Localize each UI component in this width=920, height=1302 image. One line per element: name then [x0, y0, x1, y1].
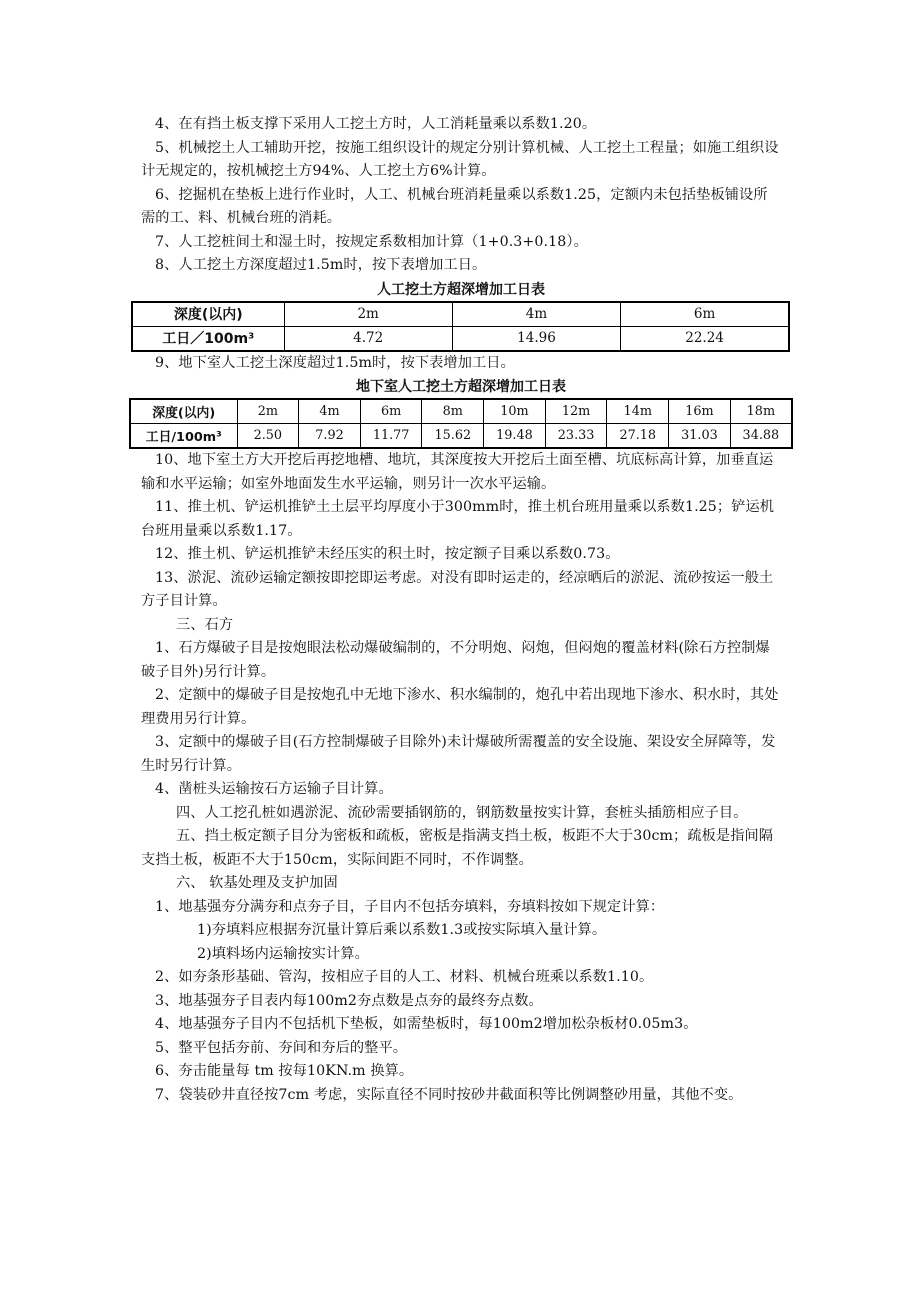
table-basement-excavation-depth [129, 398, 793, 449]
paragraph-11: 11、推土机、铲运机推铲土土层平均厚度小于300mm时，推土机台班用量乘以系数1.25；铲运机台班用量乘以系数1.17。 [141, 499, 775, 539]
paragraph-6: 6、挖掘机在垫板上进行作业时，人工、机械台班消耗量乘以系数1.25，定额内未包括垫板铺设所需的工、料、机械台班的消耗。 [141, 186, 768, 226]
table-cell: 15.62 [422, 424, 484, 449]
table-cell: 4m [299, 399, 361, 424]
table-cell: 6m [360, 399, 422, 424]
table-cell: 16m [669, 399, 731, 424]
soft-base-paragraph-3: 3、地基强夯子目表内每100m2夯点数是点夯的最终夯点数。 [155, 992, 543, 1009]
paragraph-4: 4、在有挡土板支撑下采用人工挖土方时，人工消耗量乘以系数1.20。 [155, 116, 597, 132]
table1-workday-header: 工日／100m³ [132, 326, 284, 351]
table-cell: 4m [452, 302, 620, 327]
table-cell: 2.50 [237, 424, 299, 449]
paragraph-9: 9、地下室人工挖土深度超过1.5m时，按下表增加工日。 [155, 354, 515, 371]
table-cell: 23.33 [545, 424, 607, 449]
table-cell: 11.77 [360, 424, 422, 449]
stone-paragraph-3: 3、定额中的爆破子目(石方控制爆破子目除外)未计爆破所需覆盖的安全设施、架设安全屏障等，发生时另行计算。 [141, 734, 776, 774]
soft-base-paragraph-2: 2、如夯条形基础、管沟，按相应子目的人工、材料、机械台班乘以系数1.10。 [155, 969, 654, 985]
soft-base-paragraph-4: 4、地基强夯子目内不包括机下垫板，如需垫板时，每100m2增加松杂板材0.05m3。 [155, 1016, 698, 1032]
table-cell: 2m [284, 302, 452, 327]
section-3-heading: 三、石方 [176, 616, 234, 633]
table2-caption: 地下室人工挖土方超深增加工日表 [356, 379, 566, 395]
table-cell: 19.48 [484, 424, 546, 449]
paragraph-7: 7、人工挖桩间土和湿土时，按规定系数相加计算（1+0.3+0.18）。 [155, 233, 588, 250]
paragraph-8: 8、人工挖土方深度超过1.5m时，按下表增加工日。 [155, 257, 487, 273]
table-row [132, 326, 789, 351]
table-cell: 22.24 [621, 326, 789, 351]
table-cell: 8m [422, 399, 484, 424]
table-cell: 10m [484, 399, 546, 424]
sub-item-1: 1)夯填料应根据夯沉量计算后乘以系数1.3或按实际填入量计算。 [197, 922, 607, 938]
table2-workday-header: 工日/100m³ [130, 424, 237, 449]
soft-base-paragraph-5: 5、整平包括夯前、夯间和夯后的整平。 [155, 1039, 408, 1056]
table-row [130, 399, 792, 424]
section-6-heading: 六、 软基处理及支护加固 [176, 875, 338, 891]
stone-paragraph-1: 1、石方爆破子目是按炮眼法松动爆破编制的，不分明炮、闷炮，但闷炮的覆盖材料(除石方控制爆破子目外)另行计算。 [141, 640, 770, 680]
table-cell: 14.96 [452, 326, 620, 351]
table-cell: 34.88 [730, 424, 792, 449]
table2-depth-header: 深度(以内) [130, 399, 237, 424]
section-5-paragraph: 五、挡土板定额子目分为密板和疏板，密板是指满支挡土板，板距不大于30cm；疏板是指间隔支挡土板，板距不大于150cm，实际间距不同时，不作调整。 [141, 828, 774, 868]
table-cell: 31.03 [669, 424, 731, 449]
stone-paragraph-2: 2、定额中的爆破子目是按炮孔中无地下渗水、积水编制的，炮孔中若出现地下渗水、积水时，其处理费用另行计算。 [141, 687, 779, 727]
table-row [132, 302, 789, 327]
soft-base-paragraph-7: 7、袋装砂井直径按7cm 考虑，实际直径不同时按砂井截面积等比例调整砂用量，其他不变。 [155, 1086, 743, 1103]
paragraph-13: 13、淤泥、流砂运输定额按即挖即运考虑。对没有即时运走的，经凉晒后的淤泥、流砂按运一般土方子目计算。 [141, 569, 774, 609]
table-row [130, 424, 792, 449]
soft-base-paragraph-6: 6、夯击能量每 tm 按每10KN.m 换算。 [155, 1063, 414, 1079]
paragraph-10: 10、地下室土方大开挖后再挖地槽、地坑，其深度按大开挖后土面至槽、坑底标高计算，加垂直运输和水平运输；如室外地面发生水平运输，则另计一次水平运输。 [141, 452, 774, 492]
table1-depth-header: 深度(以内) [132, 302, 284, 327]
table-cell: 18m [730, 399, 792, 424]
table-cell: 2m [237, 399, 299, 424]
table1-caption: 人工挖土方超深增加工日表 [377, 281, 545, 298]
document-body [141, 113, 781, 1107]
table-cell: 6m [621, 302, 789, 327]
soft-base-paragraph-1: 1、地基强夯分满夯和点夯子目，子目内不包括夯填料，夯填料按如下规定计算： [155, 898, 665, 915]
table-cell: 4.72 [284, 326, 452, 351]
table-cell: 12m [545, 399, 607, 424]
section-4-paragraph: 四、人工挖孔桩如遇淤泥、流砂需要插钢筋的，钢筋数量按实计算，套桩头插筋相应子目。 [176, 804, 748, 821]
paragraph-12: 12、推土机、铲运机推铲未经压实的积土时，按定额子目乘以系数0.73。 [155, 546, 620, 562]
table-cell: 7.92 [299, 424, 361, 449]
stone-paragraph-4: 4、凿桩头运输按石方运输子目计算。 [155, 781, 393, 797]
table-cell: 14m [607, 399, 669, 424]
table-manual-excavation-depth [131, 301, 790, 352]
paragraph-5: 5、机械挖土人工辅助开挖，按施工组织设计的规定分别计算机械、人工挖土工程量；如施工组织设计无规定的，按机械挖土方94%、人工挖土方6%计算。 [141, 139, 779, 179]
table-cell: 27.18 [607, 424, 669, 449]
sub-item-2: 2)填料场内运输按实计算。 [197, 945, 369, 962]
